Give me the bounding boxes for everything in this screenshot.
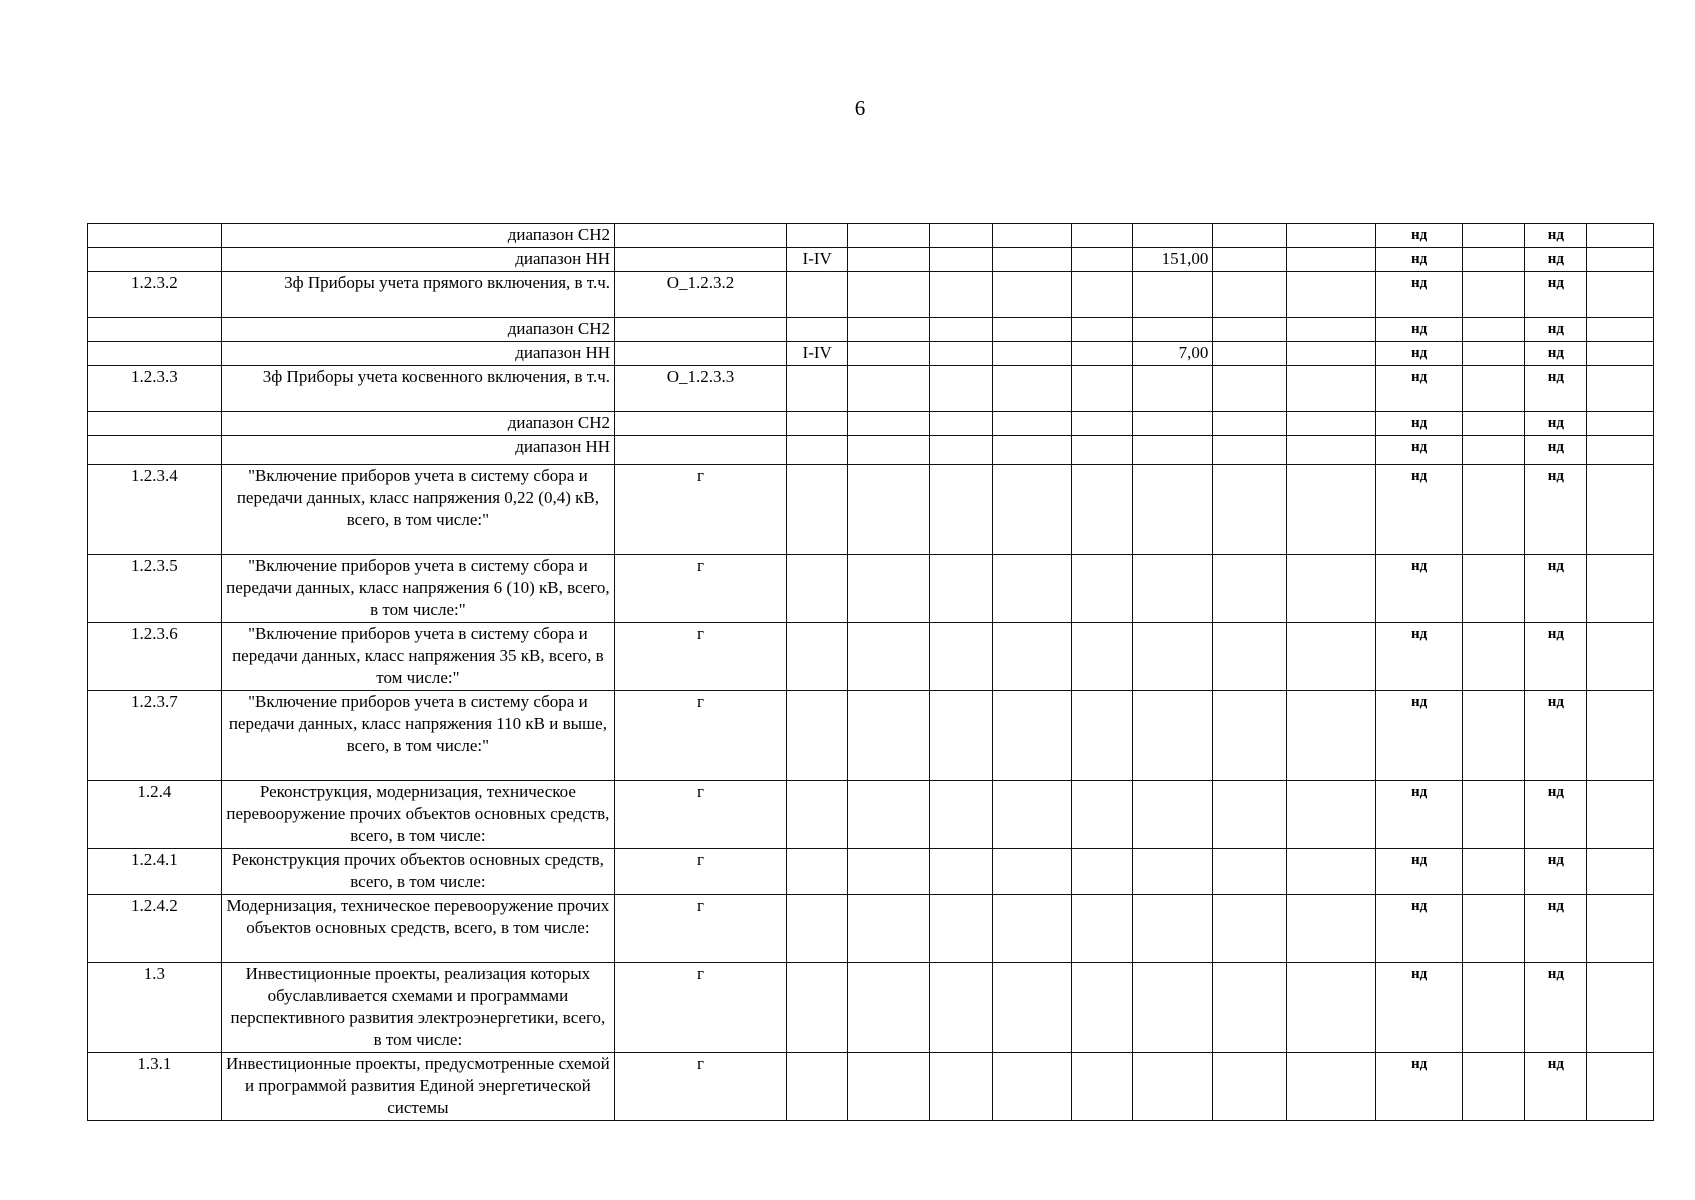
flag-b-cell: нд: [1525, 555, 1587, 623]
flag-b-cell: нд: [1525, 895, 1587, 963]
table-row: [88, 623, 1654, 691]
value-cell: [1132, 895, 1212, 963]
empty-cell: [848, 849, 929, 895]
flag-a-cell: нд: [1376, 895, 1462, 963]
description-cell: Инвестиционные проекты, реализация которых обуславливается схемами и программами перспективного развития электроэнергетики, всего, в том числе:: [221, 963, 614, 1053]
empty-cell: [993, 224, 1071, 248]
row-number-cell: [88, 412, 222, 436]
description-cell: диапазон СН2: [221, 412, 614, 436]
empty-cell: [1213, 465, 1286, 555]
empty-cell: [993, 691, 1071, 781]
row-number-cell: 1.2.3.7: [88, 691, 222, 781]
period-cell: [787, 1053, 848, 1121]
flag-a-cell: нд: [1376, 366, 1462, 412]
empty-cell: [929, 849, 992, 895]
value-cell: [1132, 272, 1212, 318]
period-cell: [787, 224, 848, 248]
period-cell: [787, 318, 848, 342]
table-row: [88, 412, 1654, 436]
code-cell: О_1.2.3.3: [615, 366, 787, 412]
flag-b-cell: нд: [1525, 412, 1587, 436]
description-cell: диапазон НН: [221, 436, 614, 465]
empty-cell: [1213, 895, 1286, 963]
empty-cell: [1213, 436, 1286, 465]
empty-cell: [929, 691, 992, 781]
row-number-cell: [88, 224, 222, 248]
empty-cell: [929, 555, 992, 623]
empty-cell: [1213, 781, 1286, 849]
empty-cell: [993, 272, 1071, 318]
code-cell: О_1.2.3.2: [615, 272, 787, 318]
empty-cell: [1286, 691, 1376, 781]
empty-cell: [1587, 895, 1654, 963]
empty-cell: [993, 963, 1071, 1053]
table-row: [88, 849, 1654, 895]
empty-cell: [1587, 366, 1654, 412]
row-number-cell: 1.3: [88, 963, 222, 1053]
empty-cell: [1587, 412, 1654, 436]
empty-cell: [1213, 248, 1286, 272]
empty-cell: [1213, 555, 1286, 623]
period-cell: [787, 963, 848, 1053]
value-cell: 7,00: [1132, 342, 1212, 366]
value-cell: [1132, 366, 1212, 412]
empty-cell: [1071, 248, 1132, 272]
value-cell: [1132, 555, 1212, 623]
empty-cell: [993, 342, 1071, 366]
flag-b-cell: нд: [1525, 1053, 1587, 1121]
empty-cell: [929, 623, 992, 691]
empty-cell: [1071, 963, 1132, 1053]
period-cell: [787, 465, 848, 555]
code-cell: г: [615, 963, 787, 1053]
description-cell: "Включение приборов учета в систему сбора и передачи данных, класс напряжения 35 кВ, всего, в том числе:": [221, 623, 614, 691]
flag-a-cell: нд: [1376, 436, 1462, 465]
empty-cell: [1286, 342, 1376, 366]
period-cell: [787, 691, 848, 781]
empty-cell: [1071, 623, 1132, 691]
empty-cell: [1587, 342, 1654, 366]
empty-cell: [1071, 691, 1132, 781]
investment-program-table: [87, 223, 1654, 1121]
value-cell: [1132, 465, 1212, 555]
description-cell: "Включение приборов учета в систему сбора и передачи данных, класс напряжения 110 кВ и выше, всего, в том числе:": [221, 691, 614, 781]
empty-cell: [929, 895, 992, 963]
empty-cell: [1462, 248, 1524, 272]
value-cell: [1132, 224, 1212, 248]
code-cell: г: [615, 1053, 787, 1121]
empty-cell: [1213, 224, 1286, 248]
page-number: 6: [854, 96, 866, 120]
empty-cell: [1462, 272, 1524, 318]
value-cell: [1132, 781, 1212, 849]
empty-cell: [1213, 366, 1286, 412]
empty-cell: [1462, 412, 1524, 436]
empty-cell: [1286, 318, 1376, 342]
empty-cell: [1071, 318, 1132, 342]
empty-cell: [1286, 963, 1376, 1053]
empty-cell: [848, 895, 929, 963]
flag-a-cell: нд: [1376, 963, 1462, 1053]
empty-cell: [1286, 412, 1376, 436]
period-cell: [787, 366, 848, 412]
row-number-cell: 1.2.4.1: [88, 849, 222, 895]
empty-cell: [1213, 691, 1286, 781]
period-cell: [787, 555, 848, 623]
empty-cell: [848, 436, 929, 465]
code-cell: г: [615, 623, 787, 691]
empty-cell: [1587, 318, 1654, 342]
empty-cell: [1587, 963, 1654, 1053]
flag-a-cell: нд: [1376, 849, 1462, 895]
empty-cell: [1286, 224, 1376, 248]
row-number-cell: [88, 248, 222, 272]
empty-cell: [1071, 781, 1132, 849]
period-cell: [787, 272, 848, 318]
empty-cell: [1286, 895, 1376, 963]
empty-cell: [929, 318, 992, 342]
empty-cell: [848, 366, 929, 412]
empty-cell: [929, 781, 992, 849]
empty-cell: [993, 436, 1071, 465]
flag-b-cell: нд: [1525, 781, 1587, 849]
empty-cell: [1071, 1053, 1132, 1121]
empty-cell: [848, 691, 929, 781]
period-cell: I-IV: [787, 248, 848, 272]
code-cell: г: [615, 691, 787, 781]
empty-cell: [1286, 555, 1376, 623]
empty-cell: [1462, 366, 1524, 412]
table-row: [88, 555, 1654, 623]
table-row: [88, 436, 1654, 465]
empty-cell: [848, 1053, 929, 1121]
description-cell: 3ф Приборы учета косвенного включения, в т.ч.: [221, 366, 614, 412]
code-cell: [615, 248, 787, 272]
empty-cell: [1462, 555, 1524, 623]
code-cell: [615, 318, 787, 342]
value-cell: [1132, 623, 1212, 691]
table-row: [88, 691, 1654, 781]
empty-cell: [1286, 248, 1376, 272]
row-number-cell: 1.2.4: [88, 781, 222, 849]
empty-cell: [1462, 436, 1524, 465]
empty-cell: [929, 1053, 992, 1121]
description-cell: диапазон НН: [221, 342, 614, 366]
table-row: [88, 366, 1654, 412]
flag-a-cell: нд: [1376, 623, 1462, 691]
empty-cell: [993, 1053, 1071, 1121]
empty-cell: [1286, 1053, 1376, 1121]
empty-cell: [1462, 465, 1524, 555]
flag-a-cell: нд: [1376, 465, 1462, 555]
empty-cell: [1462, 342, 1524, 366]
empty-cell: [993, 412, 1071, 436]
empty-cell: [993, 623, 1071, 691]
description-cell: Реконструкция, модернизация, техническое перевооружение прочих объектов основных средств, всего, в том числе:: [221, 781, 614, 849]
code-cell: г: [615, 555, 787, 623]
empty-cell: [993, 465, 1071, 555]
empty-cell: [1213, 272, 1286, 318]
empty-cell: [848, 272, 929, 318]
empty-cell: [1462, 318, 1524, 342]
table-row: [88, 248, 1654, 272]
description-cell: диапазон СН2: [221, 224, 614, 248]
empty-cell: [848, 224, 929, 248]
table-row: [88, 465, 1654, 555]
empty-cell: [1462, 895, 1524, 963]
table-row: [88, 963, 1654, 1053]
description-cell: диапазон СН2: [221, 318, 614, 342]
empty-cell: [1286, 465, 1376, 555]
description-cell: диапазон НН: [221, 248, 614, 272]
value-cell: [1132, 412, 1212, 436]
flag-b-cell: нд: [1525, 849, 1587, 895]
empty-cell: [848, 248, 929, 272]
code-cell: г: [615, 895, 787, 963]
period-cell: [787, 412, 848, 436]
empty-cell: [1213, 412, 1286, 436]
empty-cell: [1213, 318, 1286, 342]
flag-b-cell: нд: [1525, 465, 1587, 555]
empty-cell: [1587, 1053, 1654, 1121]
empty-cell: [929, 272, 992, 318]
empty-cell: [848, 781, 929, 849]
empty-cell: [1071, 412, 1132, 436]
flag-b-cell: нд: [1525, 963, 1587, 1053]
description-cell: "Включение приборов учета в систему сбора и передачи данных, класс напряжения 6 (10) кВ, всего, в том числе:": [221, 555, 614, 623]
empty-cell: [848, 963, 929, 1053]
empty-cell: [848, 342, 929, 366]
code-cell: г: [615, 849, 787, 895]
flag-b-cell: нд: [1525, 272, 1587, 318]
code-cell: [615, 412, 787, 436]
empty-cell: [993, 366, 1071, 412]
empty-cell: [1286, 366, 1376, 412]
flag-a-cell: нд: [1376, 1053, 1462, 1121]
flag-b-cell: нд: [1525, 342, 1587, 366]
empty-cell: [1587, 272, 1654, 318]
flag-a-cell: нд: [1376, 342, 1462, 366]
row-number-cell: 1.2.3.3: [88, 366, 222, 412]
table-row: [88, 781, 1654, 849]
table-row: [88, 895, 1654, 963]
flag-b-cell: нд: [1525, 691, 1587, 781]
code-cell: [615, 224, 787, 248]
empty-cell: [993, 318, 1071, 342]
flag-b-cell: нд: [1525, 623, 1587, 691]
empty-cell: [1462, 623, 1524, 691]
table-row: [88, 224, 1654, 248]
value-cell: [1132, 963, 1212, 1053]
code-cell: [615, 436, 787, 465]
flag-b-cell: нд: [1525, 248, 1587, 272]
row-number-cell: [88, 318, 222, 342]
empty-cell: [1286, 436, 1376, 465]
empty-cell: [1462, 781, 1524, 849]
empty-cell: [1213, 1053, 1286, 1121]
description-cell: Инвестиционные проекты, предусмотренные схемой и программой развития Единой энергетической системы: [221, 1053, 614, 1121]
row-number-cell: [88, 342, 222, 366]
value-cell: 151,00: [1132, 248, 1212, 272]
empty-cell: [1587, 555, 1654, 623]
empty-cell: [1462, 849, 1524, 895]
empty-cell: [1213, 623, 1286, 691]
flag-a-cell: нд: [1376, 781, 1462, 849]
period-cell: [787, 623, 848, 691]
flag-a-cell: нд: [1376, 318, 1462, 342]
empty-cell: [929, 342, 992, 366]
empty-cell: [1587, 465, 1654, 555]
value-cell: [1132, 691, 1212, 781]
row-number-cell: 1.2.3.4: [88, 465, 222, 555]
row-number-cell: [88, 436, 222, 465]
empty-cell: [1071, 849, 1132, 895]
value-cell: [1132, 1053, 1212, 1121]
period-cell: [787, 895, 848, 963]
empty-cell: [848, 465, 929, 555]
period-cell: [787, 781, 848, 849]
empty-cell: [1587, 849, 1654, 895]
flag-b-cell: нд: [1525, 366, 1587, 412]
table-row: [88, 318, 1654, 342]
empty-cell: [929, 412, 992, 436]
period-cell: [787, 436, 848, 465]
empty-cell: [1213, 849, 1286, 895]
empty-cell: [1587, 436, 1654, 465]
empty-cell: [1462, 224, 1524, 248]
empty-cell: [1462, 691, 1524, 781]
empty-cell: [993, 781, 1071, 849]
empty-cell: [1071, 342, 1132, 366]
table-row: [88, 342, 1654, 366]
value-cell: [1132, 318, 1212, 342]
empty-cell: [929, 224, 992, 248]
row-number-cell: 1.2.3.5: [88, 555, 222, 623]
table-row: [88, 272, 1654, 318]
empty-cell: [1213, 342, 1286, 366]
empty-cell: [993, 849, 1071, 895]
empty-cell: [929, 963, 992, 1053]
flag-a-cell: нд: [1376, 691, 1462, 781]
empty-cell: [848, 318, 929, 342]
empty-cell: [1286, 623, 1376, 691]
empty-cell: [1286, 272, 1376, 318]
flag-b-cell: нд: [1525, 318, 1587, 342]
empty-cell: [848, 555, 929, 623]
flag-b-cell: нд: [1525, 436, 1587, 465]
description-cell: Модернизация, техническое перевооружение прочих объектов основных средств, всего, в том числе:: [221, 895, 614, 963]
empty-cell: [1213, 963, 1286, 1053]
empty-cell: [1071, 555, 1132, 623]
empty-cell: [1587, 781, 1654, 849]
empty-cell: [848, 623, 929, 691]
empty-cell: [1587, 248, 1654, 272]
empty-cell: [1071, 366, 1132, 412]
flag-a-cell: нд: [1376, 248, 1462, 272]
value-cell: [1132, 849, 1212, 895]
empty-cell: [929, 465, 992, 555]
empty-cell: [993, 895, 1071, 963]
empty-cell: [1462, 1053, 1524, 1121]
empty-cell: [1462, 963, 1524, 1053]
empty-cell: [929, 248, 992, 272]
period-cell: I-IV: [787, 342, 848, 366]
description-cell: 3ф Приборы учета прямого включения, в т.ч.: [221, 272, 614, 318]
flag-a-cell: нд: [1376, 555, 1462, 623]
empty-cell: [1071, 465, 1132, 555]
empty-cell: [1071, 436, 1132, 465]
row-number-cell: 1.2.3.2: [88, 272, 222, 318]
empty-cell: [848, 412, 929, 436]
empty-cell: [1071, 224, 1132, 248]
empty-cell: [1587, 224, 1654, 248]
flag-a-cell: нд: [1376, 224, 1462, 248]
code-cell: г: [615, 465, 787, 555]
empty-cell: [993, 555, 1071, 623]
row-number-cell: 1.2.4.2: [88, 895, 222, 963]
empty-cell: [929, 436, 992, 465]
empty-cell: [1071, 895, 1132, 963]
description-cell: Реконструкция прочих объектов основных средств, всего, в том числе:: [221, 849, 614, 895]
period-cell: [787, 849, 848, 895]
code-cell: [615, 342, 787, 366]
empty-cell: [993, 248, 1071, 272]
flag-b-cell: нд: [1525, 224, 1587, 248]
row-number-cell: 1.2.3.6: [88, 623, 222, 691]
value-cell: [1132, 436, 1212, 465]
code-cell: г: [615, 781, 787, 849]
empty-cell: [1587, 623, 1654, 691]
empty-cell: [1286, 849, 1376, 895]
description-cell: "Включение приборов учета в систему сбора и передачи данных, класс напряжения 0,22 (0,4) кВ, всего, в том числе:": [221, 465, 614, 555]
flag-a-cell: нд: [1376, 412, 1462, 436]
empty-cell: [1286, 781, 1376, 849]
row-number-cell: 1.3.1: [88, 1053, 222, 1121]
flag-a-cell: нд: [1376, 272, 1462, 318]
table-row: [88, 1053, 1654, 1121]
empty-cell: [1587, 691, 1654, 781]
empty-cell: [929, 366, 992, 412]
empty-cell: [1071, 272, 1132, 318]
